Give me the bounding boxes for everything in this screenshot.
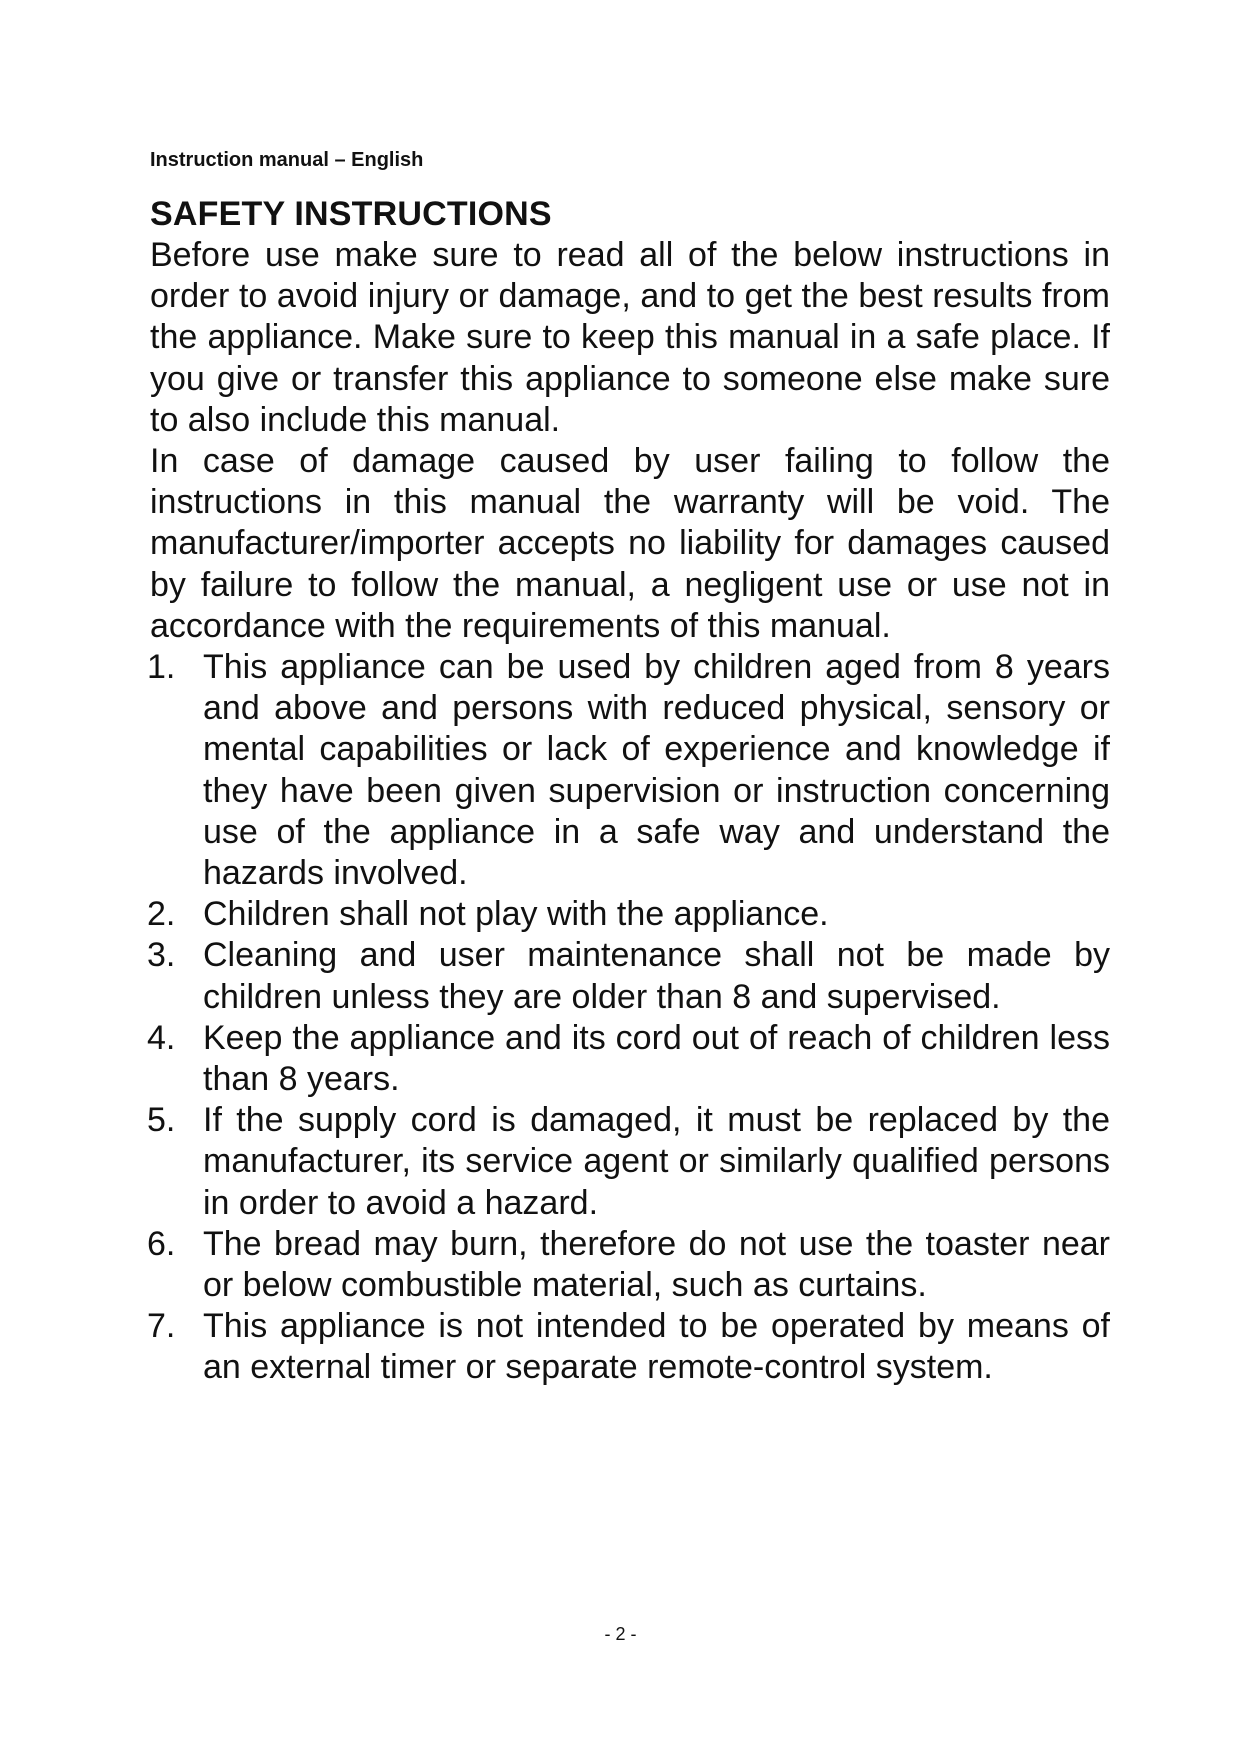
list-item <box>147 1224 1110 1306</box>
list-item-text: This appliance can be used by children aged from 8 years and above and persons with reduced physical, sensory or mental capabilities or lack of experience and knowledge if they have been given supervision or instruction concerning use of the appliance in a safe way and understand the hazards involved. <box>203 648 1110 893</box>
list-item-text: The bread may burn, therefore do not use the toaster near or below combustible material, such as curtains. <box>203 1224 1110 1305</box>
list-item-text: This appliance is not intended to be operated by means of an external timer or separate remote-control system. <box>203 1307 1110 1387</box>
manual-header: Instruction manual – English <box>150 149 424 171</box>
list-item-number: 4. <box>147 1018 176 1057</box>
list-item-number: 3. <box>147 936 176 975</box>
list-item <box>147 894 1110 935</box>
list-item <box>147 1100 1110 1224</box>
liability-paragraph: In case of damage caused by user failing to follow the instructions in this manual the warranty will be void. The manufacturer/importer accepts no liability for damages caused by failure to follow the manual, a negligent use or use not in accordance with the requirements of this manual. <box>150 442 1110 645</box>
list-item-text: Children shall not play with the appliance. <box>203 895 829 934</box>
list-item <box>147 647 1110 894</box>
list-item <box>147 1306 1110 1388</box>
safety-instructions-list <box>147 647 1110 1389</box>
list-item-number: 2. <box>147 895 176 934</box>
page-content <box>147 145 1110 1389</box>
list-item-text: Keep the appliance and its cord out of reach of children less than 8 years. <box>203 1018 1110 1099</box>
list-item <box>147 935 1110 1017</box>
list-item-number: 6. <box>147 1224 176 1263</box>
section-title: SAFETY INSTRUCTIONS <box>150 195 552 233</box>
intro-paragraph: Before use make sure to read all of the below instructions in order to avoid injury or damage, and to get the best results from the appliance. Make sure to keep this manual in a safe place. If you give or transfer this appliance to someone else make sure to also include this manual. <box>150 236 1110 439</box>
list-item-number: 5. <box>147 1101 176 1140</box>
list-item <box>147 1018 1110 1100</box>
list-item-number: 1. <box>147 648 176 687</box>
list-item-number: 7. <box>147 1307 176 1346</box>
page-number: - 2 - <box>604 1624 637 1644</box>
list-item-text: If the supply cord is damaged, it must be replaced by the manufacturer, its service agent or similarly qualified persons in order to avoid a hazard. <box>203 1101 1110 1222</box>
list-item-text: Cleaning and user maintenance shall not be made by children unless they are older than 8 and supervised. <box>203 936 1110 1016</box>
